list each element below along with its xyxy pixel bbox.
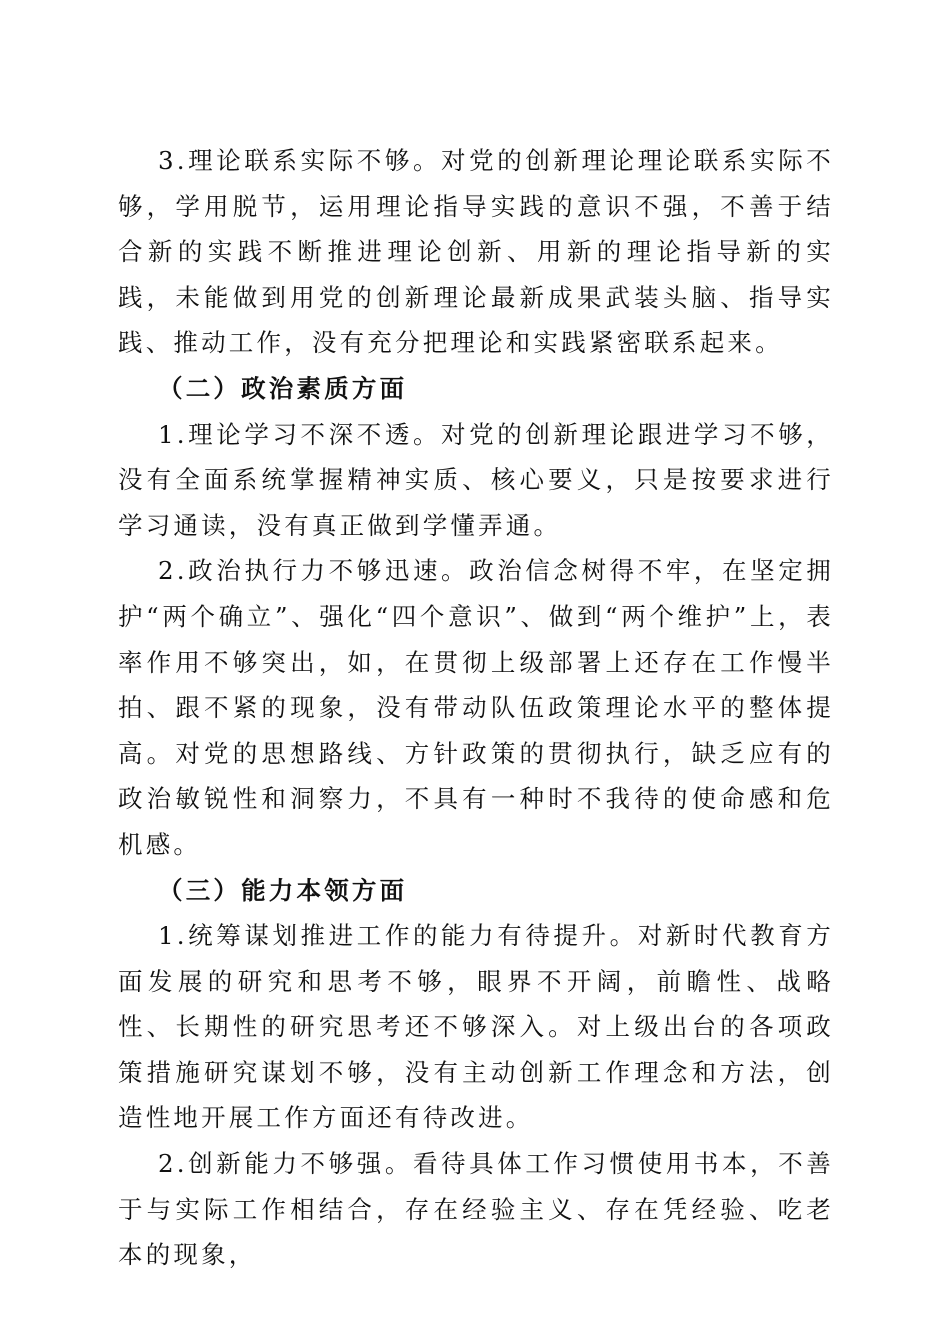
paragraph-political-execution: 2.政治执行力不够迅速。政治信念树得不牢，在坚定拥护“两个确立”、强化“四个意识”、做到“两个维护”上，表率作用不够突出，如，在贯彻上级部署上还存在工作慢半拍、跟不紧的现象，没有带动队伍政策理论水平的整体提高。对党的思想路线、方针政策的贯彻执行，缺乏应有的政治敏锐性和洞察力，不具有一种时不我待的使命感和危机感。 [118, 556, 834, 859]
paragraph-innovation-ability: 2.创新能力不够强。看待具体工作习惯使用书本，不善于与实际工作相结合，存在经验主义、存在凭经验、吃老本的现象， [118, 1149, 834, 1270]
document-body [118, 138, 834, 1278]
paragraph-planning-ability: 1.统筹谋划推进工作的能力有待提升。对新时代教育方面发展的研究和思考不够，眼界不开阔，前瞻性、战略性、长期性的研究思考还不够深入。对上级出台的各项政策措施研究谋划不够，没有主动创新工作理念和方法，创造性地开展工作方面还有待改进。 [118, 921, 834, 1133]
paragraph-theory-practice: 3.理论联系实际不够。对党的创新理论理论联系实际不够，学用脱节，运用理论指导实践的意识不强，不善于结合新的实践不断推进理论创新、用新的理论指导新的实践，未能做到用党的创新理论最新成果武装头脑、指导实践、推动工作，没有充分把理论和实践紧密联系起来。 [118, 146, 834, 358]
section-heading-ability: （三）能力本领方面 [158, 875, 408, 905]
section-heading-political-quality: （二）政治素质方面 [158, 373, 408, 403]
paragraph-theory-study: 1.理论学习不深不透。对党的创新理论跟进学习不够，没有全面系统掌握精神实质、核心要义，只是按要求进行学习通读，没有真正做到学懂弄通。 [118, 419, 834, 540]
